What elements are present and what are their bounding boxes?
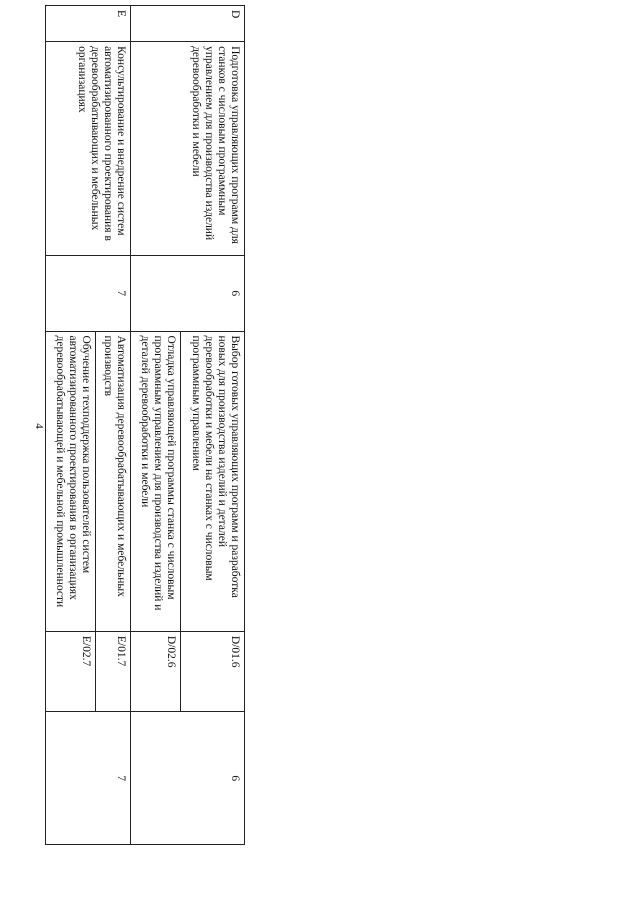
sub-qualification-level: 7 [46,712,131,845]
labor-function-name: Выбор готовых управляющих программ и разработка новых для производства изделий и деталей деревообработки и мебели на станках с числовым программным управлением [181,331,245,631]
sub-qualification-level: 6 [131,712,245,845]
page-number: 4 [33,423,45,429]
generalized-function-code: E [46,6,131,42]
labor-function-code: E/01.7 [95,631,131,712]
qualification-level: 7 [46,256,131,332]
labor-function-name: Автоматизация деревообрабатывающих и мебельных производств [95,331,131,631]
labor-function-name: Обучение и техподдержка пользователей систем автоматизированного проектирования в организациях деревообрабатывающей и мебельной промышленности [46,331,96,631]
generalized-function-name: Консультирование и внедрение систем автоматизированного проектирования в деревообрабатывающих и мебельных организациях [46,42,131,256]
qualification-level: 6 [131,256,245,332]
table-row [181,6,245,845]
labor-function-code: E/02.7 [46,631,96,712]
generalized-function-name: Подготовка управляющих программ для станков с числовым программным управлением для производства изделий деревообработки и мебели [131,42,245,256]
labor-function-name: Отладка управляющей программы станка с числовым программным управлением для производства изделий и деталей деревообработки и мебели [131,331,181,631]
table-row [95,6,131,845]
generalized-function-code: D [131,6,245,42]
competency-table [45,5,245,845]
rotated-table-container [45,5,245,845]
labor-function-code: D/02.6 [131,631,181,712]
labor-function-code: D/01.6 [181,631,245,712]
